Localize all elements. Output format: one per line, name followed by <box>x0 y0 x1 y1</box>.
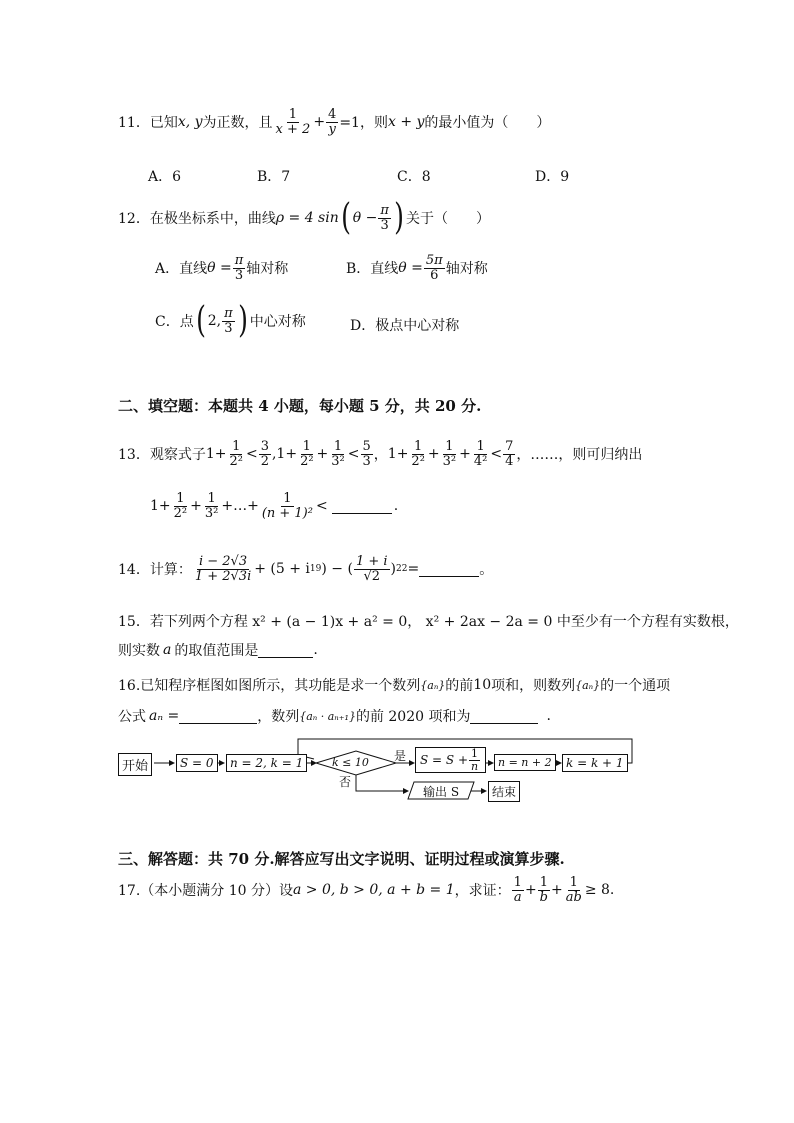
flow-s0: S = 0 <box>176 754 218 772</box>
q11-xpy: x + y <box>387 114 425 131</box>
q13-frac-last: $\frac{1}{\text{(n + 1)²}}$ <box>261 491 313 521</box>
flow-update: S = S + $\frac{1}{n}$ <box>415 747 486 773</box>
q11-tail: 的最小值为（ ） <box>424 115 551 132</box>
question-16-line-1: 16.已知程序框图如图所示，其功能是求一个数列 {aₙ} 的前 10 项和，则数列 {aₙ} 的一个通项 <box>118 677 671 694</box>
question-13-line-2: 1+ $\frac{1}{\text{2²}}$ + $\frac{1}{\text{3²}}$ + … + $\frac{1}{\text{(n + 1)²}}$ < . <box>150 491 399 521</box>
q12-rho: ρ = 4 sin <box>275 210 339 226</box>
q11-option-c: C．8 <box>397 169 431 185</box>
q12-option-a-fraction: $\frac{\pi}{3}$ <box>234 253 244 283</box>
q12-option-a: A．直线 θ = $\frac{\pi}{3}$ 轴对称 <box>155 253 289 283</box>
q16-answer-blank-1[interactable] <box>179 709 257 724</box>
q13-frac-1: $\frac{1}{\text{2²}}$ <box>229 439 243 469</box>
q12-option-c-fraction: $\frac{\pi}{3}$ <box>224 305 233 336</box>
q14-frac-1: $\frac{i - 2√3}{1 + 2√3i}$ <box>194 554 252 584</box>
q12-pi-over-3: $\frac{\pi}{3}$ <box>380 202 389 233</box>
q12-option-b: B．直线 θ = $\frac{5\pi}{6}$ 轴对称 <box>346 253 488 283</box>
q12-option-b-fraction: $\frac{5\pi}{6}$ <box>425 253 443 283</box>
q17-frac-a: $\frac{1}{a}$ <box>513 875 522 905</box>
q13-frac-5-3: $\frac{5}{3}$ <box>362 439 371 469</box>
q12-tail: 关于（ ） <box>405 211 490 227</box>
section-2-heading: 二、填空题：本题共 4 小题，每小题 5 分，共 20 分. <box>118 397 482 415</box>
q17-frac-ab: $\frac{1}{ab}$ <box>565 875 582 905</box>
q11-mid: 为正数，且 <box>202 115 273 132</box>
q11-option-d: D．9 <box>535 169 570 185</box>
q11-option-a: A．6 <box>148 169 182 185</box>
q13-answer-blank[interactable] <box>332 499 392 514</box>
question-11 <box>118 108 550 136</box>
flow-condition: k ≤ 10 <box>332 756 369 769</box>
q11-option-b: B．7 <box>257 169 291 185</box>
q13-frac-3-2: $\frac{3}{2}$ <box>260 439 269 469</box>
q11-plus: + <box>313 114 326 131</box>
q14-frac-2: $\frac{1 + i}{√2}$ <box>355 554 388 584</box>
q17-frac-b: $\frac{1}{b}$ <box>539 875 548 905</box>
section-3-heading: 三、解答题：共 70 分.解答应写出文字说明、证明过程或演算步骤. <box>118 850 565 868</box>
flowchart <box>110 735 650 805</box>
arrow-no <box>356 775 408 791</box>
q11-fraction-2: $\frac{4}{y}$ <box>328 107 337 137</box>
flow-k-step: k = k + 1 <box>562 754 628 772</box>
q12-theta: θ − <box>352 210 378 226</box>
question-16-line-2: 公式 aₙ = ，数列 {aₙ · aₙ₊₁} 的前 2020 项和为 . <box>118 708 551 725</box>
q13-frac-7-4: $\frac{7}{4}$ <box>505 439 514 469</box>
question-17: 17.（本小题满分 10 分）设 a > 0, b > 0, a + b = 1 ，求证： $\frac{1}{a}$ + $\frac{1}{b}$ + $\frac{1}{ab}$ ≥ 8 . <box>118 875 615 905</box>
q11-lead: 11．已知 <box>118 115 178 132</box>
flow-update-frac: $\frac{1}{n}$ <box>471 747 479 773</box>
q14-answer-blank[interactable] <box>419 562 479 577</box>
q15-answer-blank[interactable] <box>258 643 313 658</box>
flow-output: 输出 S <box>423 785 460 799</box>
q12-option-c: C．点 ( 2, $\frac{\pi}{3}$ ) 中心对称 <box>155 300 306 341</box>
flow-end: 结束 <box>488 781 520 802</box>
q16-answer-blank-2[interactable] <box>470 709 538 724</box>
question-15-line-1: 15．若下列两个方程 x² + (a − 1)x + a² = 0， x² + 2ax − 2a = 0 中至少有一个方程有实数根， <box>118 614 739 630</box>
flow-n-step: n = n + 2 <box>494 754 556 771</box>
q12-option-d: D．极点中心对称 <box>350 318 460 334</box>
question-14: 14．计算： $\frac{i - 2√3}{1 + 2√3i}$ + (5 + i 19 ) − ( $\frac{1 + i}{√2}$ ) 22 = 。 <box>118 554 494 584</box>
q11-eq: =1，则 <box>339 115 388 132</box>
question-12: 12．在极坐标系中，曲线 ρ = 4 sin ( θ − $\frac{\pi}{3}$ ) 关于（ ） <box>118 197 490 238</box>
q11-fraction-1: $\frac{1}{x + 2}$ <box>275 107 311 137</box>
q11-xy: x, y <box>177 114 203 131</box>
q12-lead: 12．在极坐标系中，曲线 <box>118 211 276 227</box>
flow-yes-label: 是 <box>394 749 407 763</box>
question-13: 13．观察式子 1+ $\frac{1}{\text{2²}}$ < $\frac{3}{2}$ , 1+ $\frac{1}{\text{2²}}$ + $\frac{1}{\text{3²}}$ < $\frac{5}{3}$ ， 1+ $\frac{1}{\text{2²}}$ + $\frac{1}{\text{3²}}$ + $\frac{1}{\text{4²}}$ < $\frac{7}{4}$ ，……，则可归纳出 <box>118 439 643 469</box>
flow-no-label: 否 <box>339 775 352 789</box>
flow-init: n = 2, k = 1 <box>226 754 307 772</box>
question-15-line-2: 则实数 a 的取值范围是 . <box>118 642 318 659</box>
flow-start: 开始 <box>118 753 152 776</box>
